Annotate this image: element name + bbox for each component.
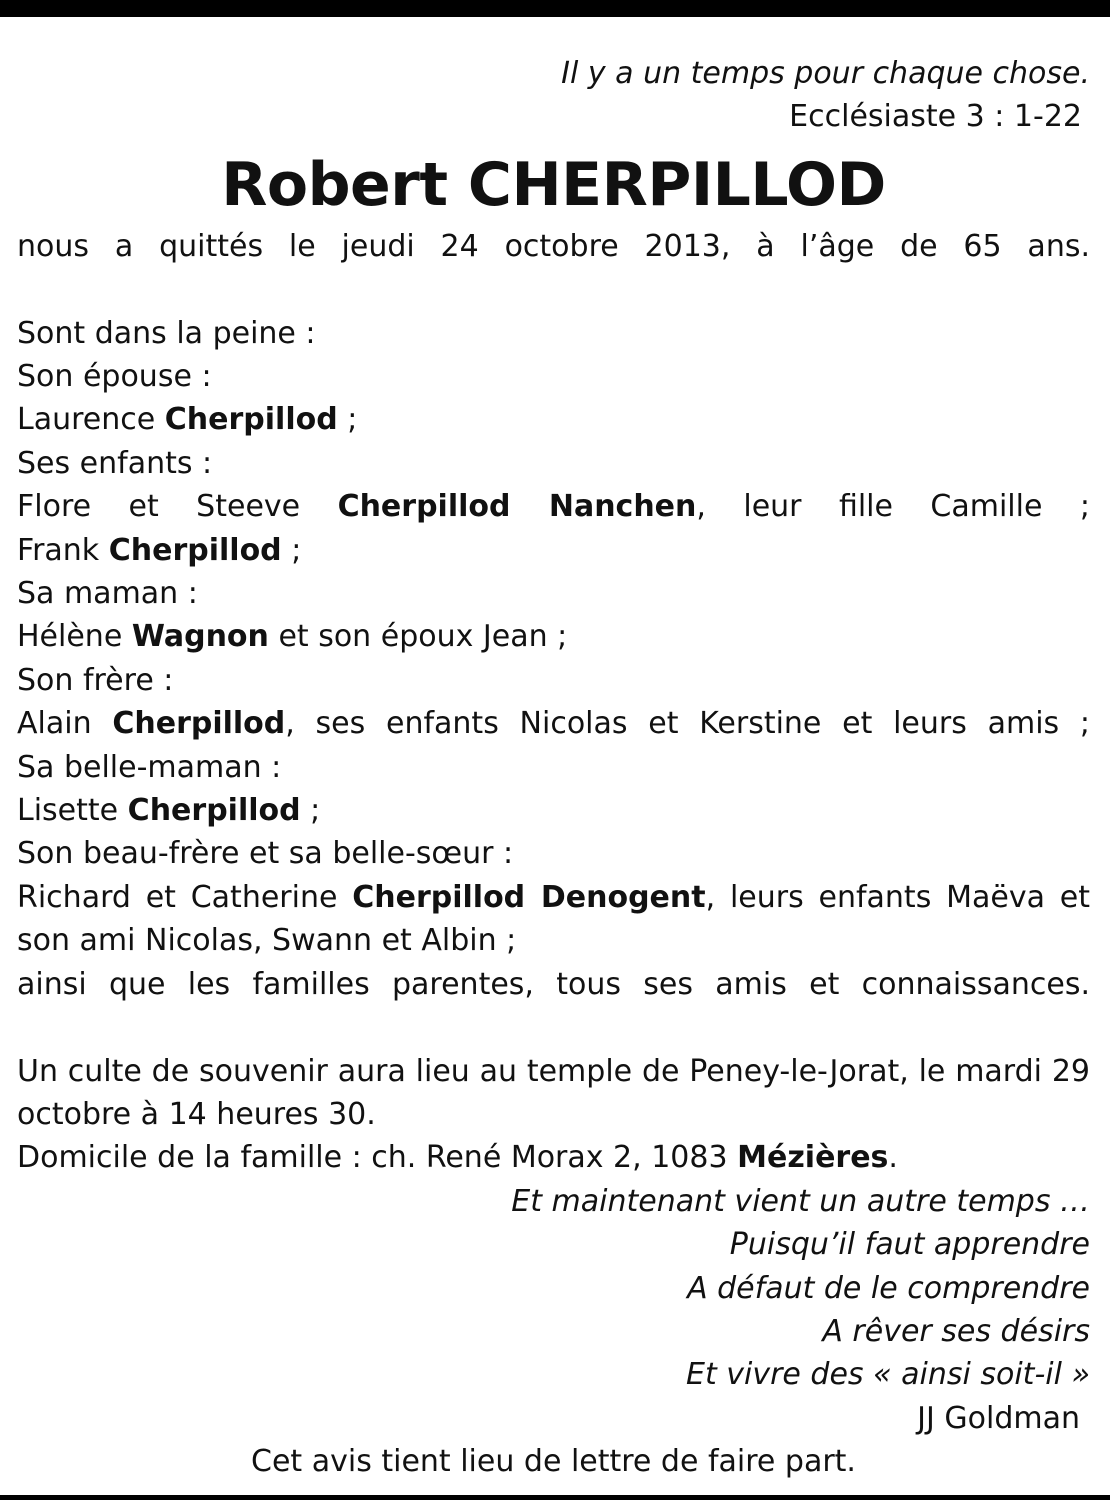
death-notice: nous a quittés le jeudi 24 octobre 2013, à l’âge de 65 ans. (17, 228, 1090, 264)
child-line: Flore et Steeve Cherpillod Nanchen, leur fille Camille ; (17, 489, 1090, 525)
top-border (0, 0, 1110, 17)
in-laws-line: Richard et Catherine Cherpillod Denogent, leurs enfants Maëva et son ami Nicolas, Swann et Albin ; (17, 879, 1090, 959)
mourners-closing: ainsi que les familles parentes, tous ses amis et connaissances. (17, 966, 1090, 1002)
mother-in-law-line: Lisette Cherpillod ; (17, 793, 321, 829)
mother-in-law-heading: Sa belle-maman : (17, 749, 282, 785)
poem-line: A défaut de le comprendre (687, 1270, 1090, 1306)
service-details: Un culte de souvenir aura lieu au temple de Peney-le-Jorat, le mardi 29 octobre à 14 heures 30. (17, 1053, 1090, 1132)
poem-line: Et maintenant vient un autre temps … (511, 1183, 1090, 1219)
spacer (17, 1006, 1090, 1049)
spacer (17, 268, 1090, 311)
poem-author: JJ Goldman (917, 1400, 1080, 1436)
brother-line: Alain Cherpillod, ses enfants Nicolas et Kerstine et leurs amis ; (17, 706, 1090, 742)
mourners-intro: Sont dans la peine : (17, 315, 316, 351)
bottom-border (0, 1495, 1110, 1500)
deceased-name: Robert CHERPILLOD (221, 149, 886, 220)
obituary-notice (17, 52, 1090, 1484)
poem-line: Puisqu’il faut apprendre (729, 1227, 1090, 1263)
spouse-line: Laurence Cherpillod ; (17, 402, 358, 438)
brother-heading: Son frère : (17, 662, 174, 698)
epigraph-quote: Il y a un temps pour chaque chose. (561, 56, 1090, 91)
mother-heading: Sa maman : (17, 576, 198, 612)
poem-line: Et vivre des « ainsi soit-il » (685, 1357, 1090, 1393)
epigraph-reference: Ecclésiaste 3 : 1-22 (789, 99, 1082, 135)
family-address: Domicile de la famille : ch. René Morax 2, 1083 Mézières. (17, 1140, 898, 1176)
poem-line: A rêver ses désirs (822, 1313, 1090, 1349)
footer-note: Cet avis tient lieu de lettre de faire part. (251, 1444, 856, 1480)
children-heading: Ses enfants : (17, 445, 213, 481)
spouse-heading: Son épouse : (17, 359, 212, 395)
child-line: Frank Cherpillod ; (17, 532, 302, 568)
in-laws-heading: Son beau-frère et sa belle-sœur : (17, 836, 514, 872)
mother-line: Hélène Wagnon et son époux Jean ; (17, 619, 568, 655)
